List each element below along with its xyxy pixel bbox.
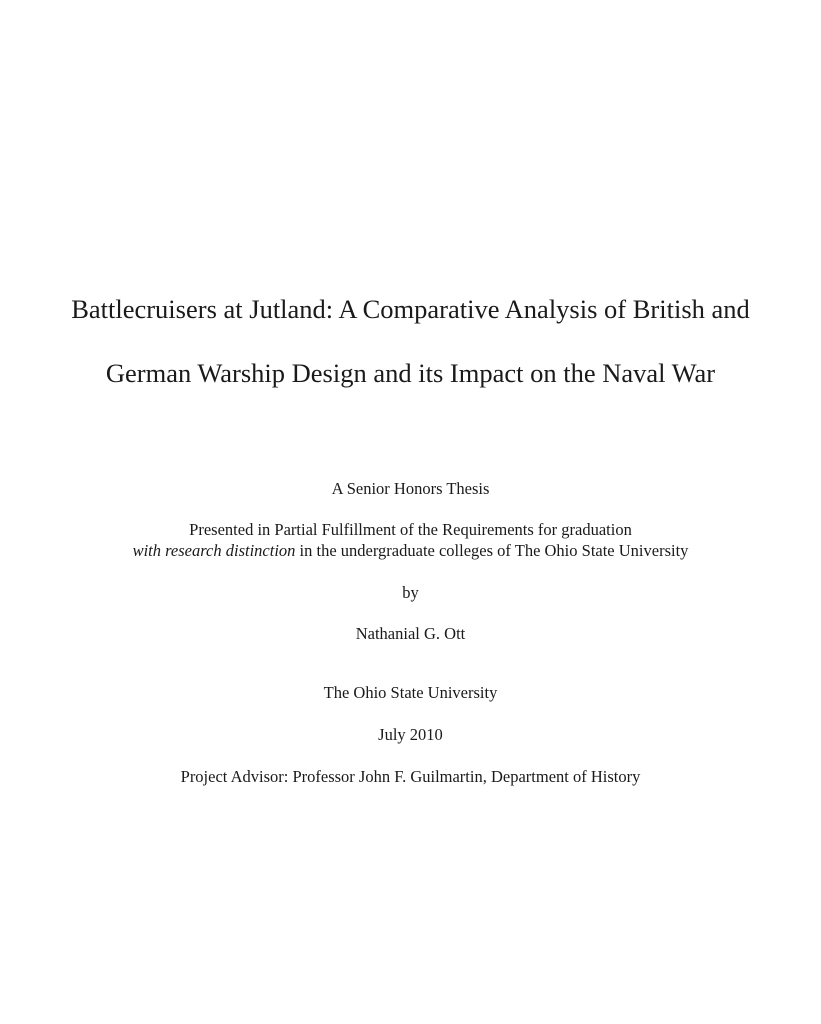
institution-name: The Ohio State University — [323, 683, 498, 702]
thesis-date: July 2010 — [378, 725, 443, 744]
thesis-title-line-1: Battlecruisers at Jutland: A Comparative Analysis of British and — [71, 294, 750, 324]
thesis-type: A Senior Honors Thesis — [331, 479, 490, 498]
project-advisor: Project Advisor: Professor John F. Guilmartin, Department of History — [180, 767, 641, 786]
author-name: Nathanial G. Ott — [355, 624, 466, 643]
thesis-title-line-2: German Warship Design and its Impact on the Naval War — [105, 358, 716, 388]
undergraduate-colleges-text: in the undergraduate colleges of The Ohio State University — [295, 541, 689, 560]
research-distinction-text: with research distinction — [132, 541, 296, 560]
presented-statement-line-2 — [0, 541, 821, 561]
presented-statement-line-1: Presented in Partial Fulfillment of the Requirements for graduation — [189, 520, 632, 539]
by-label: by — [402, 583, 419, 602]
